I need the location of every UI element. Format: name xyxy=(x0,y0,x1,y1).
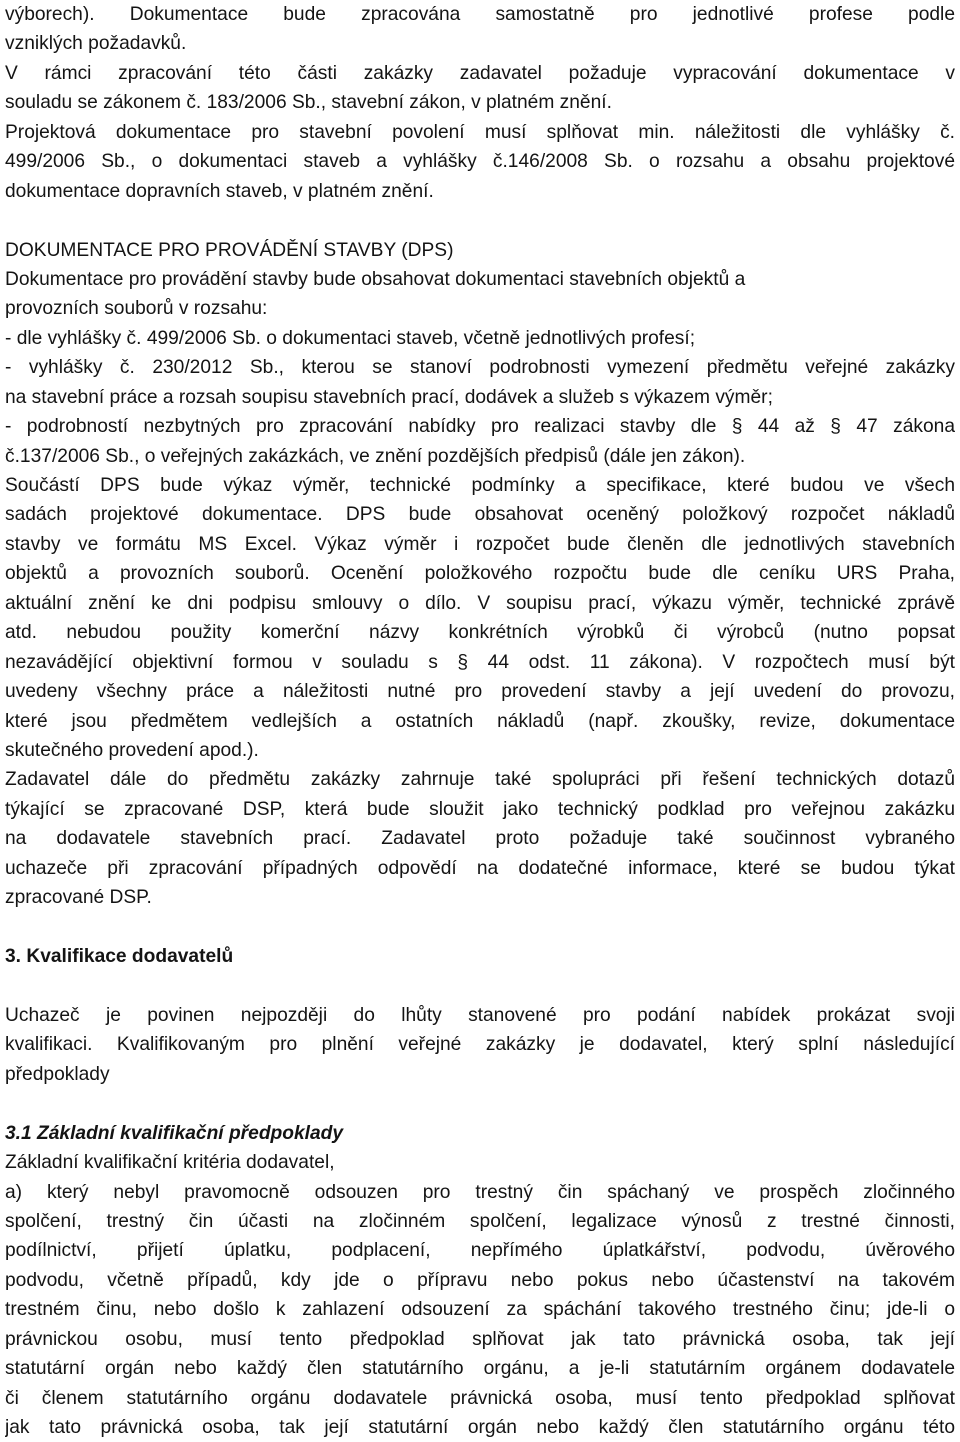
dps-paragraph-line: aktuální znění ke dni podpisu smlouvy o dílo. V soupisu prací, výkazu výměr, technické zprávě xyxy=(5,592,955,614)
dps-paragraph-line: Dokumentace pro provádění stavby bude obsahovat dokumentaci stavebních objektů a xyxy=(5,268,746,290)
dps-paragraph-line: na stavební práce a rozsah soupisu stavebních prací, dodávek a služeb s výkazem výměr; xyxy=(5,386,773,408)
intro-paragraph-line: 499/2006 Sb., o dokumentaci staveb a vyhlášky č.146/2008 Sb. o rozsahu a obsahu projektové xyxy=(5,151,955,173)
dps-paragraph-line: na dodavatele stavebních prací. Zadavatel proto požaduje také součinnost vybraného xyxy=(5,828,955,850)
intro-paragraph-line: vzniklých požadavků. xyxy=(5,33,187,55)
intro-paragraph-line: výborech). Dokumentace bude zpracována samostatně pro jednotlivé profese podle xyxy=(5,4,955,25)
section-3-1-paragraph-line: podvodu, včetně případů, kdy jde o přípravu nebo pokus nebo účastenství na takovém xyxy=(5,1269,955,1291)
section-3-paragraph-line: Uchazeč je povinen nejpozději do lhůty stanovené pro podání nabídek prokázat svoji xyxy=(5,1004,955,1026)
dps-paragraph-line: - podrobností nezbytných pro zpracování nabídky pro realizaci stavby dle § 44 až § 47 zákona xyxy=(5,416,955,438)
spacer xyxy=(5,1089,955,1118)
dps-paragraph-line: týkající se zpracované DSP, která bude sloužit jako technický podklad pro veřejnou zakázku xyxy=(5,798,955,820)
dps-paragraph-line: - vyhlášky č. 230/2012 Sb., kterou se stanoví podrobnosti vymezení předmětu veřejné zakázky xyxy=(5,357,955,379)
section-3-1-paragraph-line: jak tato právnická osoba, tak její statutární orgán nebo každý člen statutárního orgánu této xyxy=(5,1417,955,1438)
dps-paragraph-line: stavby ve formátu MS Excel. Výkaz výměr i rozpočet bude členěn dle jednotlivých stavebních xyxy=(5,533,955,555)
dps-paragraph-line: uchazeče při zpracování případných odpovědí na dodatečné informace, které se budou týkat xyxy=(5,857,955,879)
section-3-1-body xyxy=(5,1148,955,1442)
section-3-1-paragraph-line: spolčení, trestný čin účasti na zločinném spolčení, legalizace výnosů z trestné činnosti, xyxy=(5,1210,955,1232)
intro-paragraph-line: V rámci zpracování této části zakázky zadavatel požaduje vypracování dokumentace v xyxy=(5,62,955,84)
dps-paragraph-line: skutečného provedení apod.). xyxy=(5,739,259,761)
section-3-1-paragraph-line: statutární orgán nebo každý člen statutárního orgánu, a je-li statutárním orgánem dodavatele xyxy=(5,1358,955,1380)
spacer xyxy=(5,913,955,942)
dps-paragraph-line: nezavádějící objektivní formou v souladu s § 44 odst. 11 zákona). V rozpočtech musí být xyxy=(5,651,955,673)
intro-paragraph-line: dokumentace dopravních staveb, v platném znění. xyxy=(5,180,434,202)
section-3-1-heading: 3.1 Základní kvalifikační předpoklady xyxy=(5,1122,344,1144)
section-3-1-paragraph-line: a) který nebyl pravomocně odsouzen pro trestný čin spáchaný ve prospěch zločinného xyxy=(5,1181,955,1203)
intro-section xyxy=(5,0,955,206)
section-3-1-paragraph-line: či členem statutárního orgánu dodavatele právnická osoba, musí tento předpoklad splňovat xyxy=(5,1387,955,1409)
dps-paragraph-line: - dle vyhlášky č. 499/2006 Sb. o dokumentaci staveb, včetně jednotlivých profesí; xyxy=(5,327,696,349)
dps-paragraph-line: Zadavatel dále do předmětu zakázky zahrnuje také spolupráci při řešení technických dotazů xyxy=(5,769,955,791)
dps-paragraph-line: které jsou předmětem vedlejších a ostatních nákladů (např. zkoušky, revize, dokumentace xyxy=(5,710,955,732)
section-3-paragraph-line: kvalifikaci. Kvalifikovaným pro plnění veřejné zakázky je dodavatel, který splní následující xyxy=(5,1034,955,1056)
dps-paragraph-line: DOKUMENTACE PRO PROVÁDĚNÍ STAVBY (DPS) xyxy=(5,239,454,261)
intro-paragraph-line: souladu se zákonem č. 183/2006 Sb., stavební zákon, v platném znění. xyxy=(5,92,612,114)
dps-paragraph-line: Součástí DPS bude výkaz výměr, technické podmínky a specifikace, které budou ve všech xyxy=(5,475,955,496)
intro-paragraph-line: Projektová dokumentace pro stavební povolení musí splňovat min. náležitosti dle vyhlášky č. xyxy=(5,121,955,143)
section-3-1-paragraph-line: Základní kvalifikační kritéria dodavatel, xyxy=(5,1152,335,1174)
dps-paragraph-line: uvedeny všechny práce a náležitosti nutné pro provedení stavby a její uvedení do provozu, xyxy=(5,681,955,703)
section-3-1-paragraph-line: podílnictví, přijetí úplatku, podplacení, nepřímého úplatkářství, podvodu, úvěrového xyxy=(5,1240,955,1262)
dps-paragraph-line: sadách projektové dokumentace. DPS bude obsahovat oceněný položkový rozpočet nákladů xyxy=(5,504,955,526)
dps-paragraph-line: objektů a provozních souborů. Ocenění položkového rozpočtu bude dle ceníku URS Praha, xyxy=(5,563,955,585)
section-3-body xyxy=(5,1001,955,1089)
dps-paragraph-line: č.137/2006 Sb., o veřejných zakázkách, ve znění pozdějších předpisů (dále jen zákon). xyxy=(5,445,746,467)
spacer xyxy=(5,971,955,1000)
section-3-paragraph-line: předpoklady xyxy=(5,1063,110,1085)
section-3-1-paragraph-line: právnickou osobu, musí tento předpoklad splňovat jak tato právnická osoba, tak její xyxy=(5,1328,955,1350)
dps-section xyxy=(5,236,955,913)
section-3-heading: 3. Kvalifikace dodavatelů xyxy=(5,946,234,967)
section-3-1-paragraph-line: trestném činu, nebo došlo k zahlazení odsouzení za spáchání takového trestného činu; jde-li o xyxy=(5,1299,955,1321)
dps-paragraph-line: zpracované DSP. xyxy=(5,887,152,909)
dps-paragraph-line: atd. nebudou použity komerční názvy konkrétních výrobků či výrobců (nutno popsat xyxy=(5,622,955,644)
dps-paragraph-line: provozních souborů v rozsahu: xyxy=(5,298,268,320)
spacer xyxy=(5,206,955,235)
